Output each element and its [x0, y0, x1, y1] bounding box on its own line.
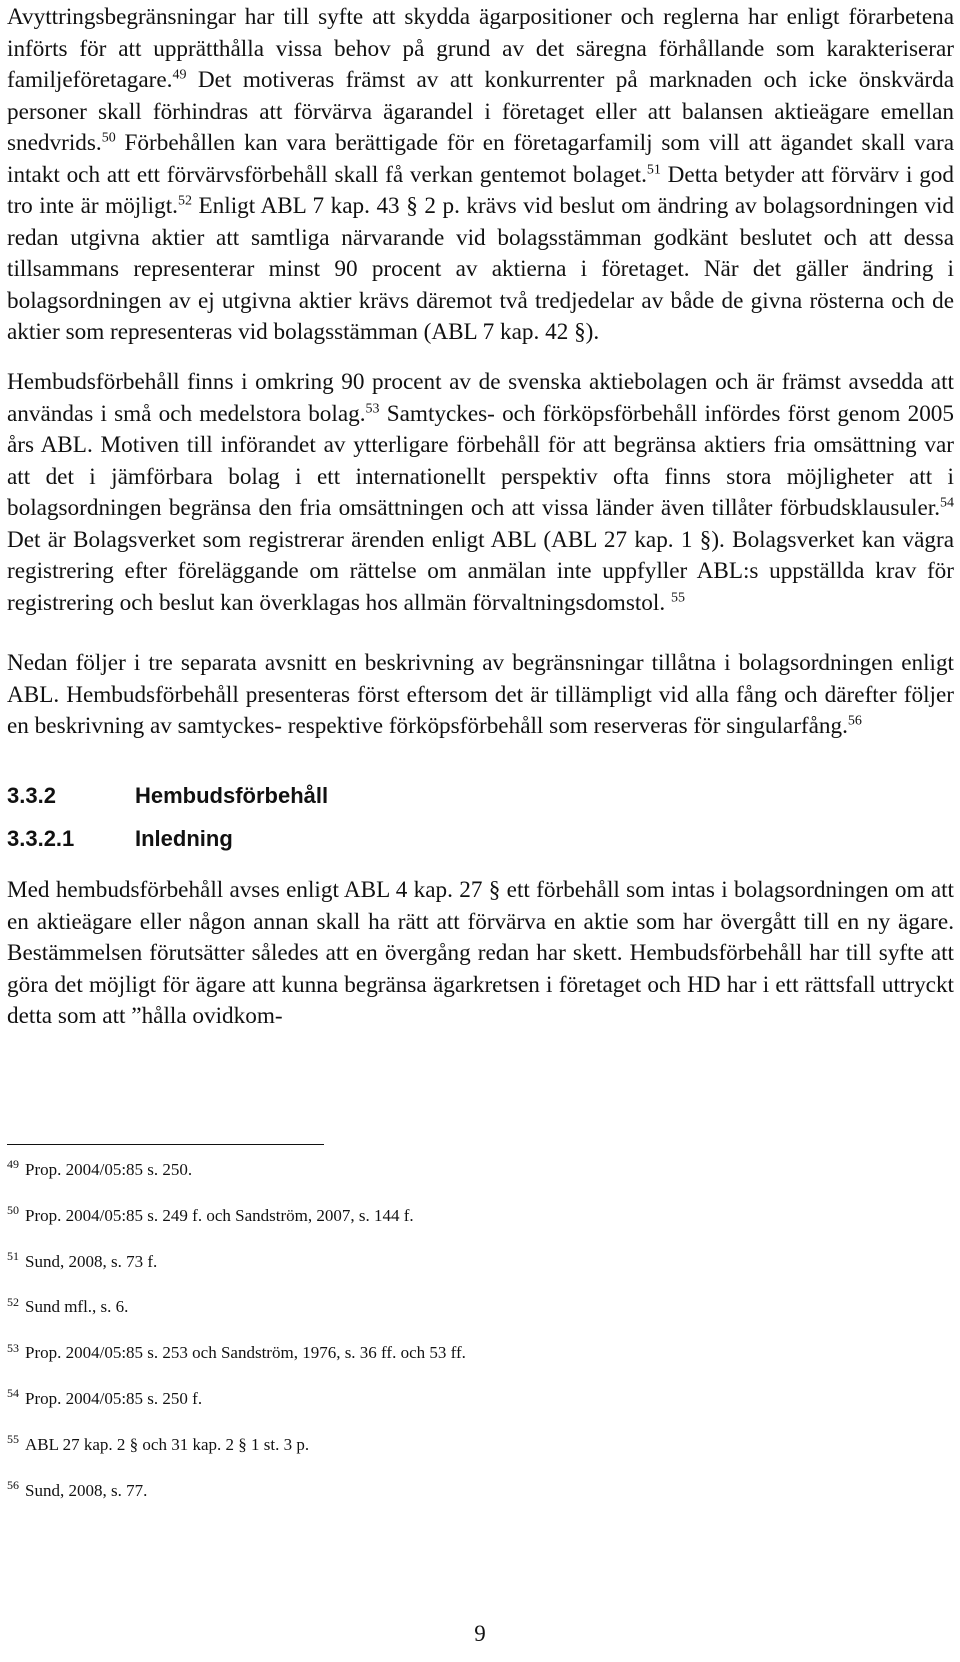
paragraph-hembudsforbehall-omfattning [7, 367, 954, 619]
paragraph-med-hembudsforbehall [7, 875, 954, 1033]
footnote-text: Prop. 2004/05:85 s. 249 f. och Sandström, 2007, s. 144 f. [25, 1205, 414, 1225]
section-title: Hembudsförbehåll [135, 783, 329, 808]
section-heading-3-3-2-1 [7, 825, 233, 853]
section-title: Inledning [135, 826, 233, 851]
footnote-text: ABL 27 kap. 2 § och 31 kap. 2 § 1 st. 3 p. [25, 1434, 310, 1454]
paragraph-text: Hembudsförbehåll finns i omkring 90 procent av de svenska aktiebolagen och är främst avsedda att användas i små och medelstora bolag. [7, 369, 954, 427]
paragraph-avyttringsbegransningar [7, 2, 954, 349]
footnote [7, 1295, 907, 1341]
footnote [7, 1479, 907, 1525]
footnote-ref: 54 [940, 495, 954, 511]
footnote-number: 56 [7, 1477, 19, 1492]
footnote-text: Sund, 2008, s. 77. [25, 1480, 148, 1500]
footnote-number: 51 [7, 1248, 19, 1263]
footnote-text: Prop. 2004/05:85 s. 253 och Sandström, 1976, s. 36 ff. och 53 ff. [25, 1343, 466, 1363]
paragraph-text: Med hembudsförbehåll avses enligt ABL 4 kap. 27 § ett förbehåll som intas i bolagsordningen om att en aktieägare eller någon annan skall ha rätt att förvärva en aktie som har övergått till en ny ägare. Bestämmelsen förutsätter således att en övergång redan har skett. Hembudsförbehåll har till syfte att göra det möjligt för ägare att kunna begränsa ägarkretsen i företaget och HD har i ett rättsfall uttryckt detta som att ”hålla ovidkom- [7, 877, 954, 1029]
footnote-separator [7, 1144, 324, 1145]
paragraph-text: Avyttringsbegränsningar har till syfte att skydda ägarpositioner och reglerna har enligt förarbetena införts för att upprätthålla vissa behov på grund av det säregna förhållande som karakteriserar familjeföretagare. [7, 4, 954, 93]
footnote [7, 1341, 907, 1387]
footnote-text: Prop. 2004/05:85 s. 250. [25, 1160, 193, 1179]
footnotes-list [7, 1158, 907, 1524]
footnote-ref: 49 [172, 67, 187, 83]
footnote-ref: 55 [670, 589, 685, 605]
paragraph-text: Nedan följer i tre separata avsnitt en beskrivning av begränsningar tillåtna i bolagsordningen enligt ABL. Hembudsförbehåll presenteras först eftersom det är tillämpligt vid alla fång och därefter följer en beskrivning av samtyckes- respektive förköpsförbehåll som reserveras för singularfång. [7, 650, 954, 739]
footnote [7, 1387, 907, 1433]
footnote-number: 53 [7, 1340, 19, 1355]
paragraph-text: Enligt ABL 7 kap. 43 § 2 p. krävs vid beslut om ändring av bolagsordningen vid redan utgivna aktier att samtliga närvarande vid bolagsstämman godkänt beslutet och att dessa tillsammans representerar minst 90 procent av aktierna i företaget. När det gäller ändring i bolagsordningen av ej utgivna aktier krävs däremot två tredjedelar av både de givna rösterna och de aktier som representeras vid bolagsstämman (ABL 7 kap. 42 §). [7, 193, 954, 345]
footnote-ref: 52 [177, 193, 192, 209]
footnote-number: 50 [7, 1203, 19, 1218]
section-number: 3.3.2 [7, 783, 56, 808]
paragraph-text: Det motiveras främst av att konkurrenter på marknaden och icke önskvärda personer skall förhindras att förvärva ägarandel i företaget eller att balansen aktieägare emellan snedvrids. [7, 67, 954, 156]
footnote-text: Sund, 2008, s. 73 f. [25, 1251, 158, 1271]
footnote-ref: 50 [101, 130, 116, 146]
paragraph-text: Det är Bolagsverket som registrerar ärenden enligt ABL (ABL 27 kap. 1 §). Bolagsverket kan vägra registrering efter föreläggande om rättelse om anmälan inte uppfyller ABL:s uppställda krav för registrering och beslut kan överklagas hos allmän förvaltningsdomstol. [7, 526, 954, 616]
footnote-number: 55 [7, 1432, 19, 1447]
footnote [7, 1433, 907, 1479]
page-number: 9 [474, 1621, 486, 1646]
paragraph-text: Samtyckes- och förköpsförbehåll infördes först genom 2005 års ABL. Motiven till införandet av ytterligare förbehåll för att begränsa aktiers fria omsättning var att det i jämförbara bolag i ett internationellt perspektiv ofta finns stora möjligheter att i bolagsordningen begränsa den fria omsättningen och att vissa länder även tillåter förbudsklausuler. [7, 400, 954, 521]
footnote [7, 1158, 907, 1204]
footnote-text: Sund mfl., s. 6. [25, 1297, 129, 1317]
section-number: 3.3.2.1 [7, 826, 75, 851]
footnote-ref: 56 [847, 713, 862, 729]
footnote [7, 1250, 907, 1296]
footnote-number: 54 [7, 1386, 19, 1401]
footnote [7, 1204, 907, 1250]
footnote-ref: 51 [646, 161, 661, 177]
paragraph-text: Förbehållen kan vara berättigade för en företagarfamilj som vill att ägandet skall vara intakt och att ett förvärvsförbehåll skall få verkan gentemot bolaget. [7, 130, 954, 188]
footnote-text: Prop. 2004/05:85 s. 250 f. [25, 1388, 203, 1408]
footnote-number: 49 [7, 1157, 19, 1172]
section-heading-3-3-2 [7, 782, 328, 810]
footnote-number: 52 [7, 1294, 19, 1309]
footnote-ref: 53 [365, 400, 380, 416]
paragraph-avsnitt-oversikt [7, 648, 954, 743]
paragraph-text: Detta betyder att förvärv i god tro inte är möjligt. [7, 161, 954, 219]
